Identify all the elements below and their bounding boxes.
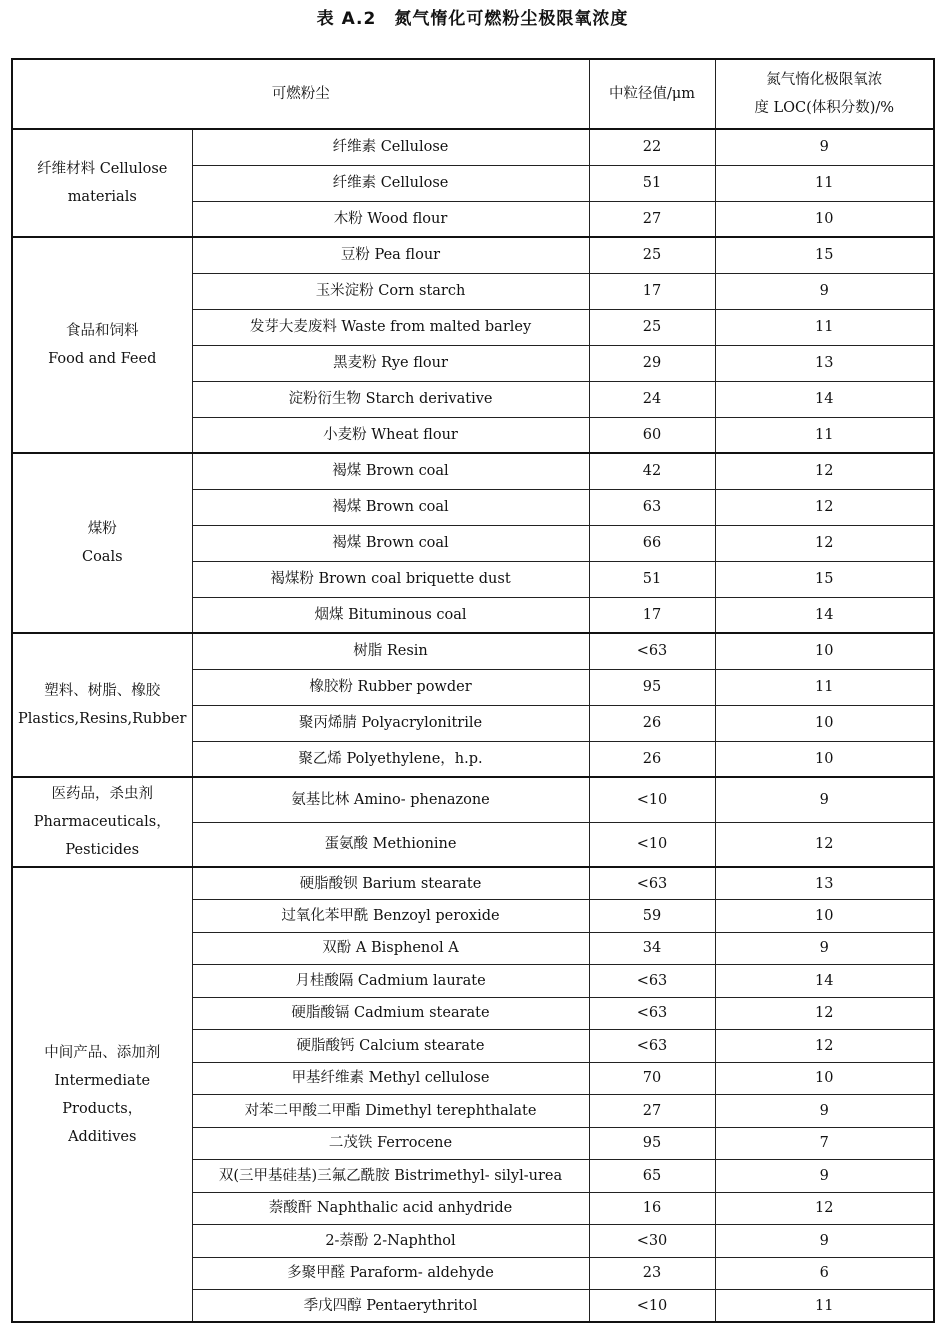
category-label: Pesticides xyxy=(65,842,140,858)
loc-cell: 9 xyxy=(715,1225,934,1258)
median-size-cell: 70 xyxy=(589,1062,715,1095)
table-body xyxy=(12,129,934,1322)
loc-cell: 9 xyxy=(715,777,934,822)
loc-cell: 6 xyxy=(715,1257,934,1290)
median-size-cell: 63 xyxy=(589,489,715,525)
category-label: Plastics,Resins,Rubber xyxy=(18,711,187,727)
category-cell xyxy=(12,633,192,777)
loc-table xyxy=(11,58,935,1323)
median-size-cell: 66 xyxy=(589,525,715,561)
loc-cell: 12 xyxy=(715,822,934,867)
loc-cell: 9 xyxy=(715,932,934,965)
median-size-cell: 25 xyxy=(589,237,715,273)
table-row xyxy=(12,867,934,900)
category-label: materials xyxy=(67,189,137,205)
median-size-cell: <63 xyxy=(589,997,715,1030)
dust-name-cell: 多聚甲醛 Paraform- aldehyde xyxy=(192,1257,589,1290)
median-size-cell: 65 xyxy=(589,1160,715,1193)
dust-name-cell: 小麦粉 Wheat flour xyxy=(192,417,589,453)
dust-name-cell: 黑麦粉 Rye flour xyxy=(192,345,589,381)
loc-cell: 10 xyxy=(715,633,934,669)
loc-cell: 15 xyxy=(715,561,934,597)
loc-cell: 10 xyxy=(715,201,934,237)
loc-cell: 10 xyxy=(715,705,934,741)
dust-name-cell: 聚丙烯腈 Polyacrylonitrile xyxy=(192,705,589,741)
category-label: 食品和饲料 xyxy=(66,323,139,339)
dust-name-cell: 硬脂酸钙 Calcium stearate xyxy=(192,1030,589,1063)
loc-cell: 10 xyxy=(715,900,934,933)
dust-name-cell: 氨基比林 Amino- phenazone xyxy=(192,777,589,822)
loc-cell: 7 xyxy=(715,1127,934,1160)
loc-cell: 11 xyxy=(715,165,934,201)
loc-cell: 15 xyxy=(715,237,934,273)
median-size-cell: 26 xyxy=(589,705,715,741)
median-size-cell: <10 xyxy=(589,1290,715,1323)
dust-name-cell: 萘酸酐 Naphthalic acid anhydride xyxy=(192,1192,589,1225)
loc-cell: 12 xyxy=(715,997,934,1030)
category-label: Pharmaceuticals， xyxy=(33,814,171,830)
loc-cell: 12 xyxy=(715,453,934,489)
median-size-cell: <10 xyxy=(589,777,715,822)
loc-cell: 12 xyxy=(715,489,934,525)
dust-name-cell: 烟煤 Bituminous coal xyxy=(192,597,589,633)
loc-cell: 13 xyxy=(715,345,934,381)
dust-name-cell: 季戊四醇 Pentaerythritol xyxy=(192,1290,589,1323)
dust-name-cell: 纤维素 Cellulose xyxy=(192,165,589,201)
median-size-cell: <63 xyxy=(589,867,715,900)
category-label: Intermediate xyxy=(54,1072,151,1089)
median-size-cell: 27 xyxy=(589,1095,715,1128)
median-size-cell: 51 xyxy=(589,165,715,201)
median-size-cell: 16 xyxy=(589,1192,715,1225)
loc-cell: 11 xyxy=(715,417,934,453)
median-size-cell: <30 xyxy=(589,1225,715,1258)
category-label: Coals xyxy=(81,549,123,565)
median-size-cell: 26 xyxy=(589,741,715,777)
loc-cell: 12 xyxy=(715,1192,934,1225)
median-size-cell: 22 xyxy=(589,129,715,165)
median-size-cell: 51 xyxy=(589,561,715,597)
dust-name-cell: 双酚 A Bisphenol A xyxy=(192,932,589,965)
median-size-cell: 42 xyxy=(589,453,715,489)
header-loc xyxy=(715,59,934,129)
dust-name-cell: 褐煤粉 Brown coal briquette dust xyxy=(192,561,589,597)
median-size-cell: <63 xyxy=(589,633,715,669)
loc-cell: 12 xyxy=(715,1030,934,1063)
loc-cell: 9 xyxy=(715,1160,934,1193)
dust-name-cell: 淀粉衍生物 Starch derivative xyxy=(192,381,589,417)
loc-cell: 14 xyxy=(715,597,934,633)
dust-name-cell: 蛋氨酸 Methionine xyxy=(192,822,589,867)
loc-cell: 10 xyxy=(715,741,934,777)
dust-name-cell: 豆粉 Pea flour xyxy=(192,237,589,273)
loc-cell: 14 xyxy=(715,381,934,417)
table-row xyxy=(12,633,934,669)
median-size-cell: <10 xyxy=(589,822,715,867)
dust-name-cell: 过氧化苯甲酰 Benzoyl peroxide xyxy=(192,900,589,933)
header-size: 中粒径值/μm xyxy=(589,59,715,129)
category-label: Products， xyxy=(62,1100,143,1117)
dust-name-cell: 硬脂酸镉 Cadmium stearate xyxy=(192,997,589,1030)
category-label: Food and Feed xyxy=(48,351,157,367)
header-loc-line2: 度 LOC(体积分数)/% xyxy=(754,100,895,116)
median-size-cell: 23 xyxy=(589,1257,715,1290)
dust-name-cell: 褐煤 Brown coal xyxy=(192,489,589,525)
median-size-cell: <63 xyxy=(589,965,715,998)
dust-name-cell: 木粉 Wood flour xyxy=(192,201,589,237)
median-size-cell: 27 xyxy=(589,201,715,237)
category-cell xyxy=(12,129,192,237)
median-size-cell: 24 xyxy=(589,381,715,417)
category-cell xyxy=(12,237,192,453)
loc-cell: 11 xyxy=(715,309,934,345)
median-size-cell: 34 xyxy=(589,932,715,965)
loc-cell: 12 xyxy=(715,525,934,561)
table-row xyxy=(12,129,934,165)
category-cell xyxy=(12,777,192,867)
loc-cell: 9 xyxy=(715,273,934,309)
loc-cell: 13 xyxy=(715,867,934,900)
dust-name-cell: 发芽大麦废料 Waste from malted barley xyxy=(192,309,589,345)
dust-name-cell: 双(三甲基硅基)三氟乙酰胺 Bistrimethyl- silyl-urea xyxy=(192,1160,589,1193)
category-label: Additives xyxy=(68,1128,137,1145)
median-size-cell: 60 xyxy=(589,417,715,453)
median-size-cell: 17 xyxy=(589,597,715,633)
dust-name-cell: 橡胶粉 Rubber powder xyxy=(192,669,589,705)
header-loc-line1: 氮气惰化极限氧浓 xyxy=(766,72,883,88)
category-label: 纤维材料 Cellulose xyxy=(37,161,168,177)
category-label: 中间产品、添加剂 xyxy=(44,1044,161,1061)
dust-name-cell: 玉米淀粉 Corn starch xyxy=(192,273,589,309)
dust-name-cell: 纤维素 Cellulose xyxy=(192,129,589,165)
loc-cell: 11 xyxy=(715,669,934,705)
dust-name-cell: 对苯二甲酸二甲酯 Dimethyl terephthalate xyxy=(192,1095,589,1128)
dust-name-cell: 树脂 Resin xyxy=(192,633,589,669)
category-label: 煤粉 xyxy=(87,521,117,537)
median-size-cell: <63 xyxy=(589,1030,715,1063)
dust-name-cell: 硬脂酸钡 Barium stearate xyxy=(192,867,589,900)
median-size-cell: 25 xyxy=(589,309,715,345)
category-cell xyxy=(12,453,192,633)
dust-name-cell: 月桂酸隔 Cadmium laurate xyxy=(192,965,589,998)
dust-name-cell: 甲基纤维素 Methyl cellulose xyxy=(192,1062,589,1095)
table-row xyxy=(12,453,934,489)
median-size-cell: 59 xyxy=(589,900,715,933)
median-size-cell: 95 xyxy=(589,1127,715,1160)
loc-cell: 9 xyxy=(715,129,934,165)
category-label: 塑料、树脂、橡胶 xyxy=(44,683,161,699)
table-row xyxy=(12,777,934,822)
category-label: 医药品，杀虫剂 xyxy=(51,786,153,802)
median-size-cell: 17 xyxy=(589,273,715,309)
dust-name-cell: 二茂铁 Ferrocene xyxy=(192,1127,589,1160)
loc-cell: 11 xyxy=(715,1290,934,1323)
dust-name-cell: 聚乙烯 Polyethylene，h.p. xyxy=(192,741,589,777)
table-title: 表 A.2 氮气惰化可燃粉尘极限氧浓度 xyxy=(316,9,629,29)
loc-cell: 9 xyxy=(715,1095,934,1128)
dust-name-cell: 2-萘酚 2-Naphthol xyxy=(192,1225,589,1258)
loc-cell: 14 xyxy=(715,965,934,998)
category-cell xyxy=(12,867,192,1322)
table-row xyxy=(12,237,934,273)
median-size-cell: 29 xyxy=(589,345,715,381)
header-dust: 可燃粉尘 xyxy=(12,59,589,129)
loc-cell: 10 xyxy=(715,1062,934,1095)
dust-name-cell: 褐煤 Brown coal xyxy=(192,453,589,489)
dust-name-cell: 褐煤 Brown coal xyxy=(192,525,589,561)
median-size-cell: 95 xyxy=(589,669,715,705)
